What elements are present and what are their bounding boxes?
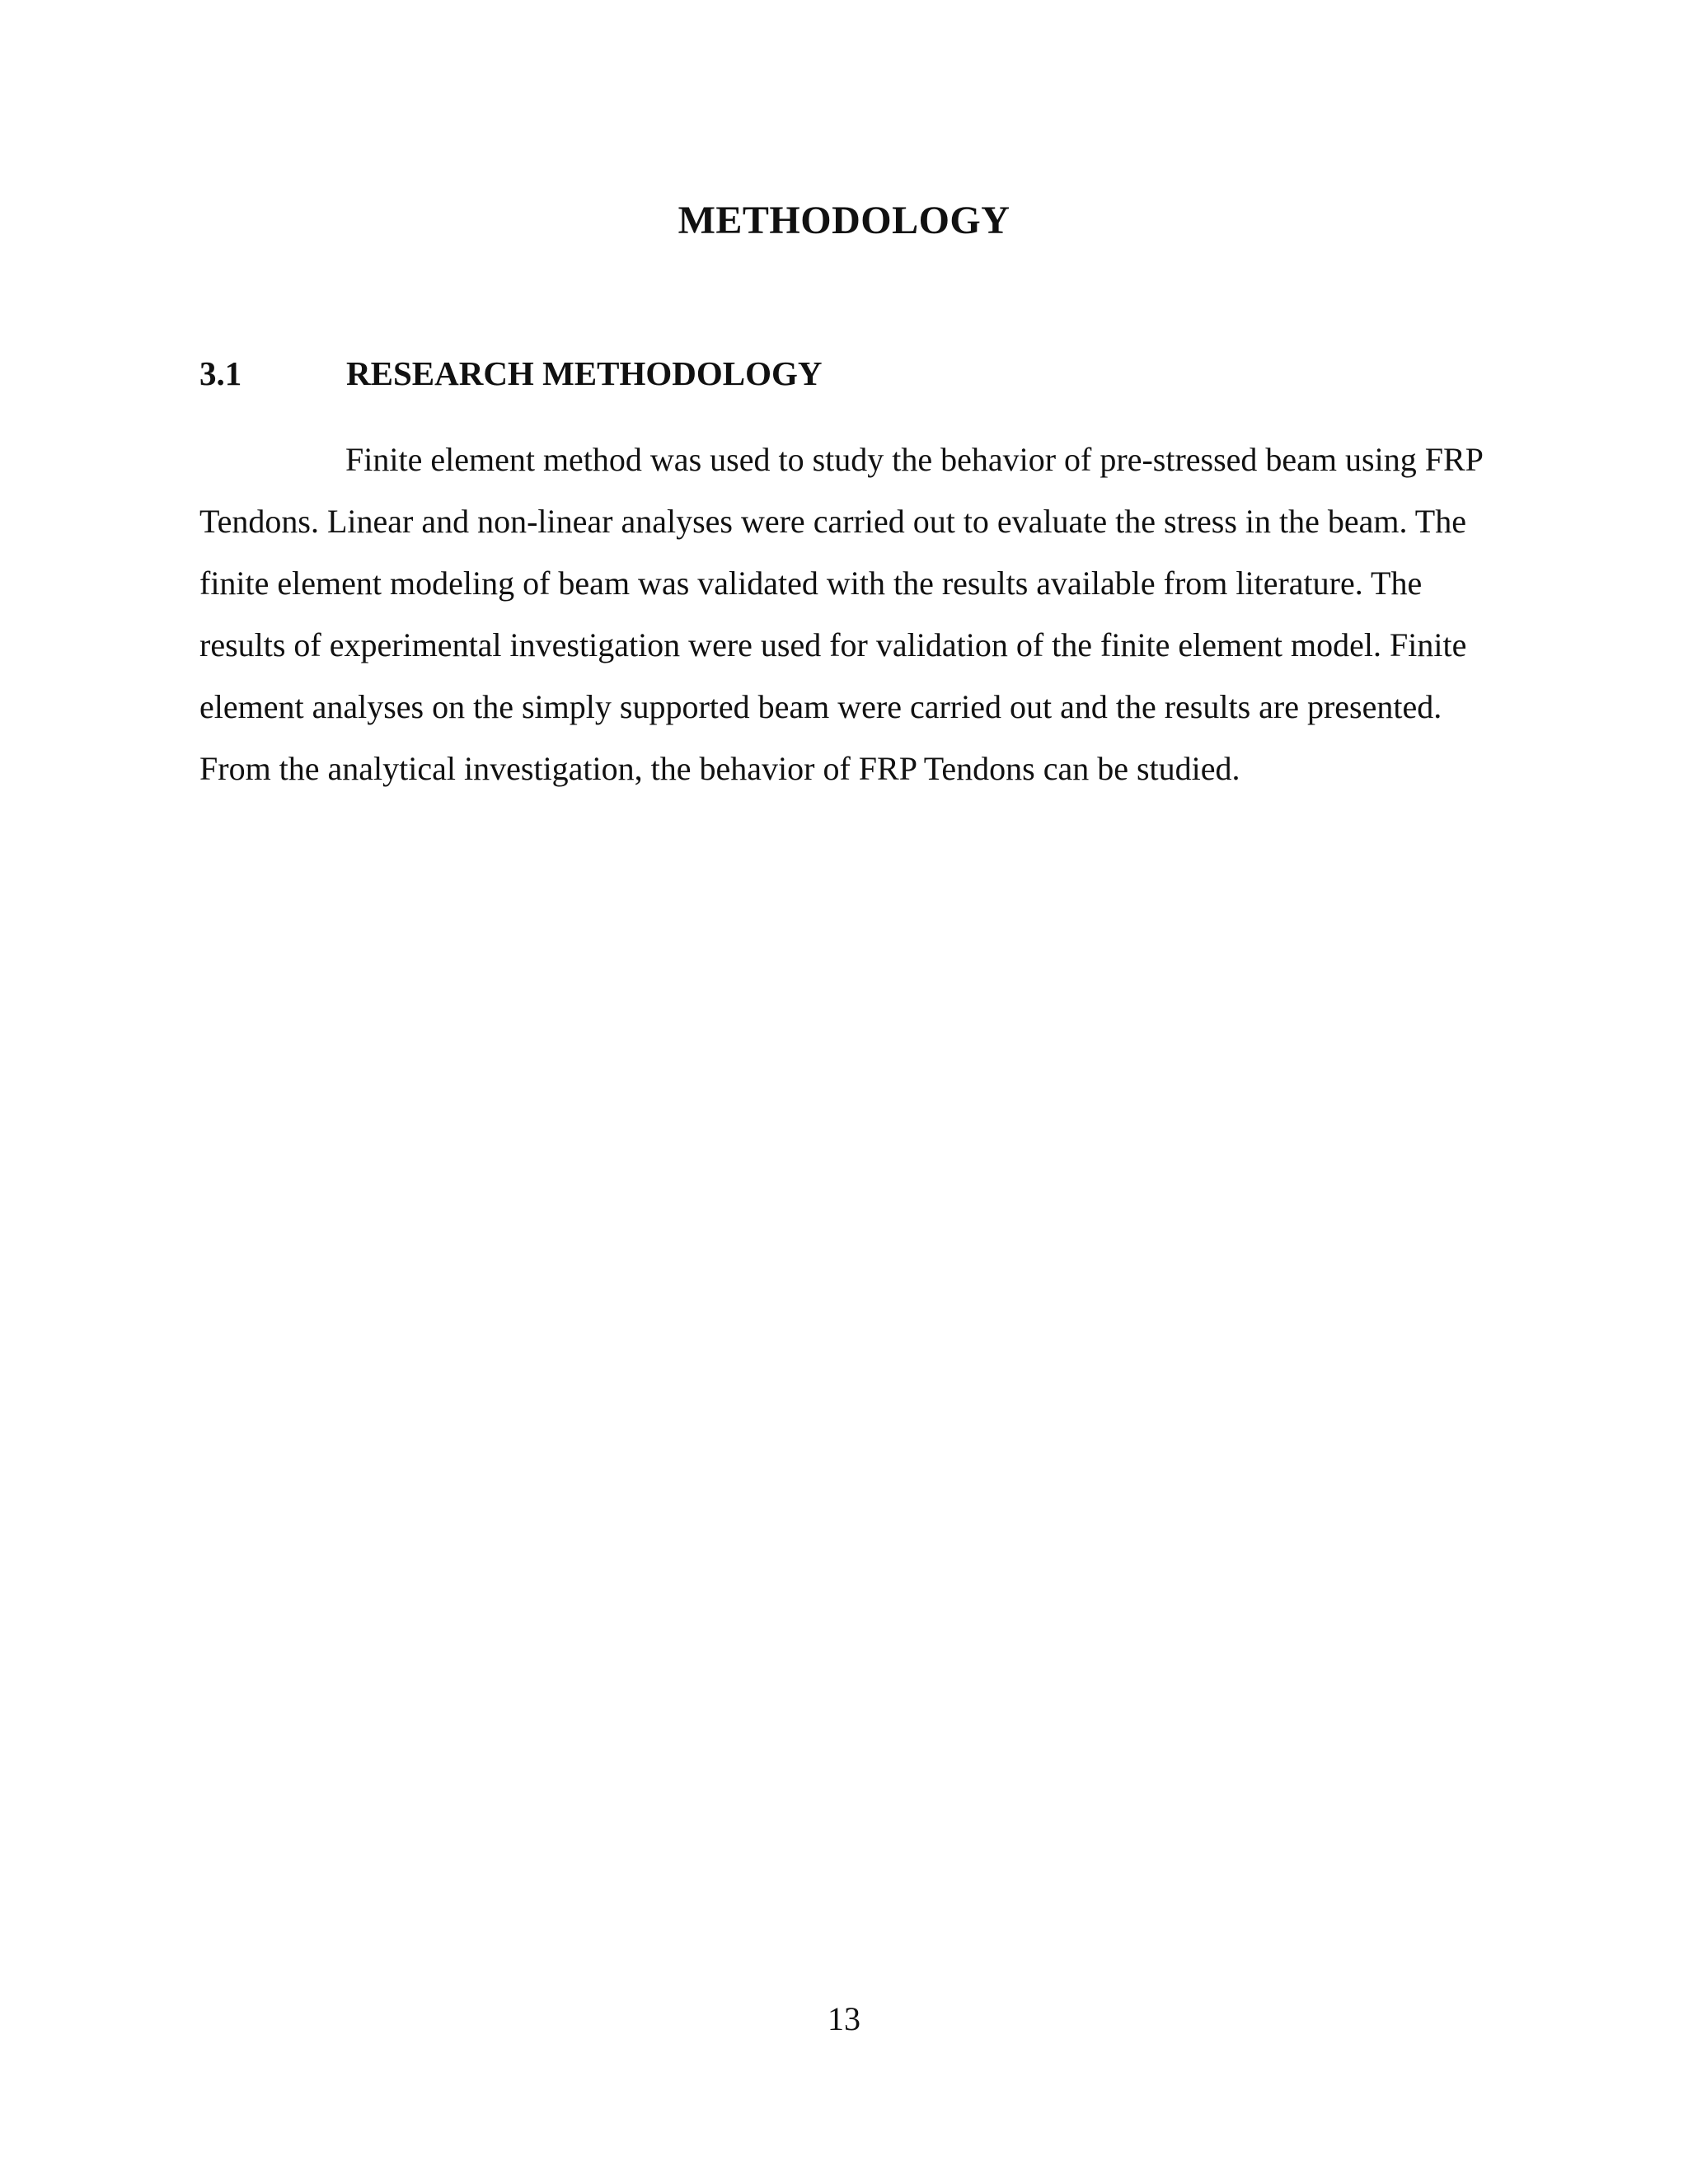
section-number: 3.1: [199, 354, 242, 392]
page-number: 13: [828, 2000, 860, 2037]
section-title: RESEARCH METHODOLOGY: [346, 354, 823, 392]
section-heading: [199, 353, 1518, 394]
chapter-title: METHODOLOGY: [678, 199, 1010, 242]
body-paragraph: Finite element method was used to study the behavior of pre-stressed beam using FRP Tendons. Linear and non-linear analyses were carried out to evaluate the stress in the beam. The finite element modeling of beam was validated with the results available from literature. The results of experimental investigation were used for validation of the finite element model. Finite element analyses on the simply supported beam were carried out and the results are presented. From the analytical investigation, the behavior of FRP Tendons can be studied.: [199, 441, 1483, 787]
